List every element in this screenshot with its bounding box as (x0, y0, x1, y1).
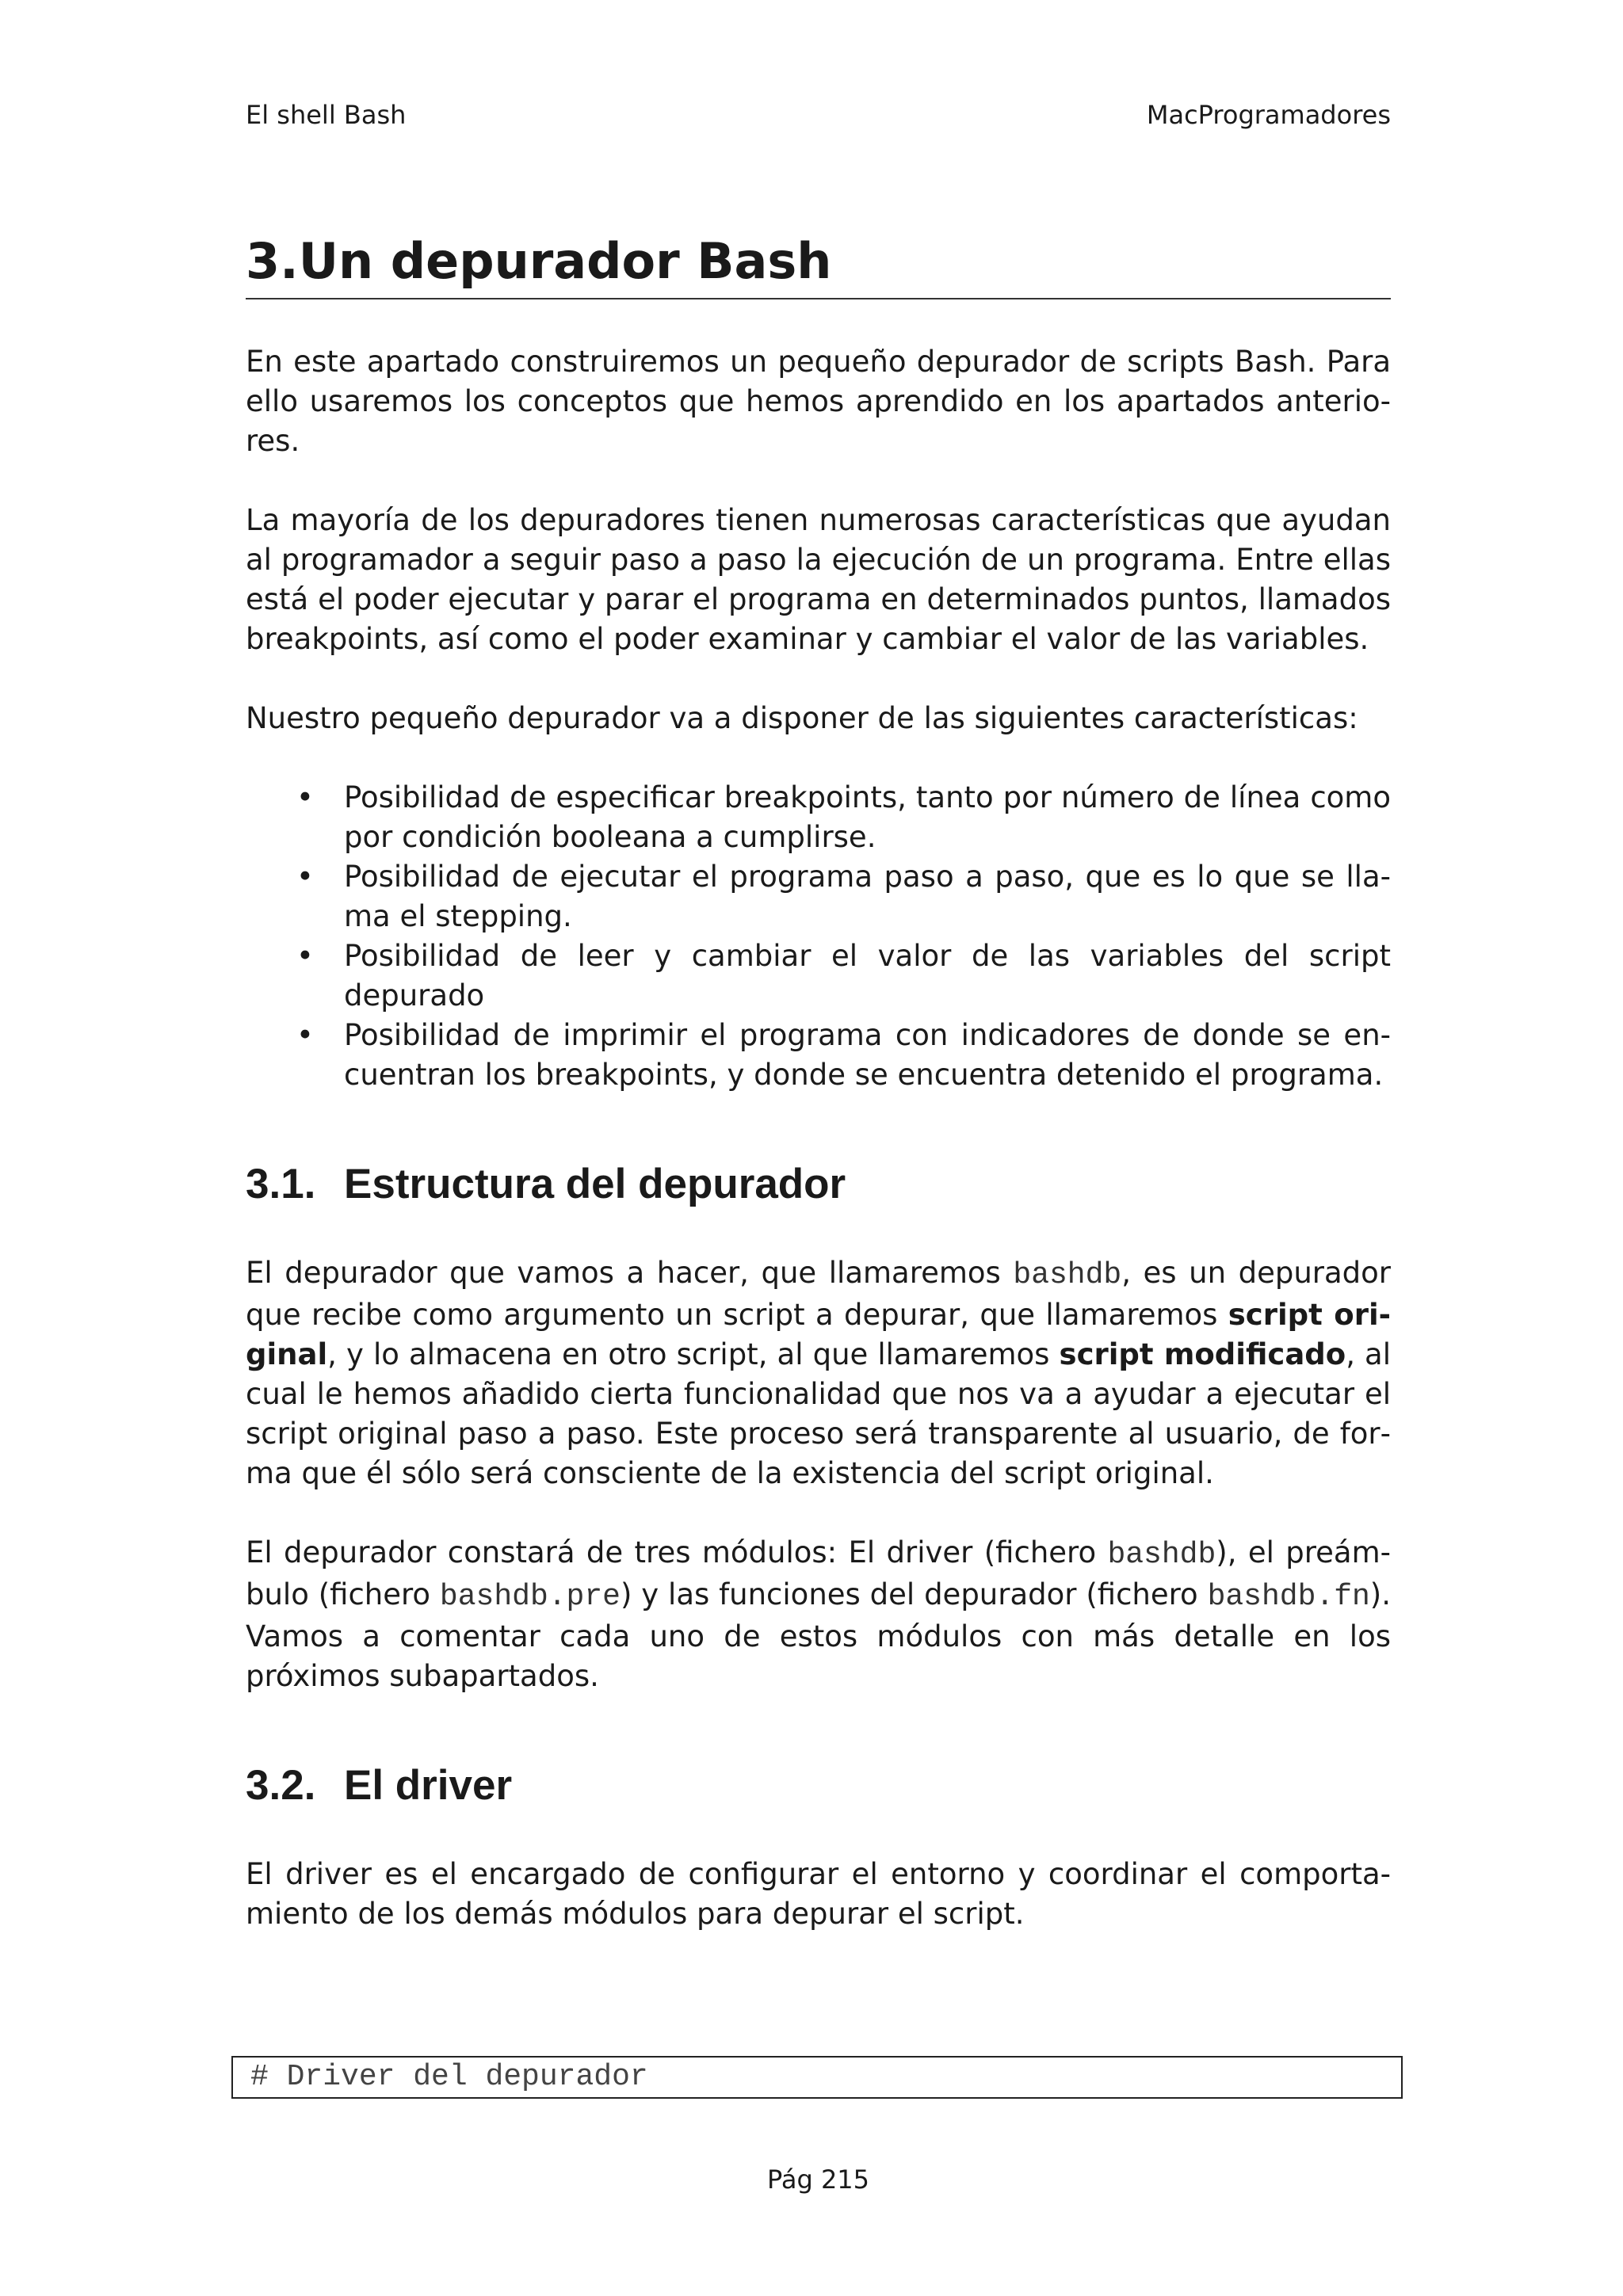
bold-term: script modificado (1059, 1337, 1346, 1371)
text-run: El depurador que vamos a hacer, que llamaremos (246, 1256, 1014, 1290)
section-number: 3.1. (246, 1161, 316, 1207)
text-run: ), el preámbulo (fichero (246, 1535, 1391, 1611)
list-item (246, 778, 1391, 857)
code-listing (231, 2056, 1403, 2099)
section-heading-3-2 (246, 1758, 1391, 1814)
header-book-title: El shell Bash (246, 100, 407, 130)
inline-code: bashdb.fn (1207, 1580, 1370, 1614)
list-item (246, 936, 1391, 1016)
structure-paragraph-2 (246, 1533, 1391, 1696)
intro-paragraph-1: En este apartado construiremos un pequeño depurador de scripts Bash. Para ello usaremos los conceptos que hemos aprendido en los apartados anteriores. (246, 345, 1391, 458)
inline-code: bashdb (1013, 1258, 1122, 1292)
bullet-icon: • (296, 780, 314, 814)
bullet-icon: • (296, 1018, 314, 1052)
chapter-title: 3.Un depurador Bash (246, 230, 1391, 299)
feature-list (246, 778, 1391, 1095)
feature-text: Posibilidad de leer y cambiar el valor de las variables del script depurado (344, 939, 1391, 1013)
page-content (246, 342, 1391, 1934)
running-header (246, 100, 1391, 130)
feature-text: Posibilidad de especificar breakpoints, tanto por número de línea como por condición booleana a cumplirse. (344, 780, 1391, 854)
text-run: , al cual le hemos añadido cierta funcionalidad que nos va a ayudar a ejecutar el script original paso a paso. Este proceso será transparente al usuario, de forma que él sólo será consciente de la existencia del script original. (246, 1337, 1391, 1490)
text-run: , y lo almacena en otro script, al que llamaremos (327, 1337, 1060, 1371)
inline-code: bashdb.pre (439, 1580, 621, 1614)
bullet-icon: • (296, 860, 314, 894)
page-number: Pág 215 (766, 2164, 870, 2195)
text-run: ). Vamos a comentar cada uno de estos módulos con más detalle en los próximos subapartados. (246, 1577, 1391, 1693)
document-page (246, 0, 1391, 2296)
header-site-name: MacProgramadores (1146, 100, 1391, 130)
feature-text: Posibilidad de ejecutar el programa paso a paso, que es lo que se llama el stepping. (344, 860, 1391, 933)
inline-code: bashdb (1107, 1538, 1216, 1572)
section-title: Estructura del depurador (344, 1161, 846, 1207)
driver-paragraph: El driver es el encargado de configurar el entorno y coordinar el comportamiento de los demás módulos para depurar el script. (246, 1857, 1391, 1931)
list-item (246, 857, 1391, 936)
feature-text: Posibilidad de imprimir el programa con indicadores de donde se encuentran los breakpoints, y donde se encuentra detenido el programa. (344, 1018, 1391, 1092)
code-line: # Driver del depurador (250, 2060, 648, 2094)
text-run: El depurador constará de tres módulos: El driver (fichero (246, 1535, 1108, 1569)
section-title: El driver (344, 1762, 513, 1809)
section-heading-3-1 (246, 1157, 1391, 1212)
text-run: , es un depurador que recibe como argumento un script a depurar, que llamaremos (246, 1256, 1391, 1332)
intro-paragraph-2: La mayoría de los depuradores tienen numerosas características que ayudan al programador a seguir paso a paso la ejecución de un programa. Entre ellas está el poder ejecutar y parar el programa en determinados puntos, llamados breakpoints, así como el poder examinar y cambiar el valor de las variables. (246, 503, 1391, 656)
bullet-icon: • (296, 939, 314, 973)
section-number: 3.2. (246, 1762, 316, 1809)
text-run: ) y las funciones del depurador (fichero (620, 1577, 1208, 1611)
intro-paragraph-3: Nuestro pequeño depurador va a disponer de las siguientes características: (246, 701, 1358, 735)
list-item (246, 1016, 1391, 1095)
bold-term: script original (246, 1298, 1391, 1371)
structure-paragraph-1 (246, 1253, 1391, 1493)
